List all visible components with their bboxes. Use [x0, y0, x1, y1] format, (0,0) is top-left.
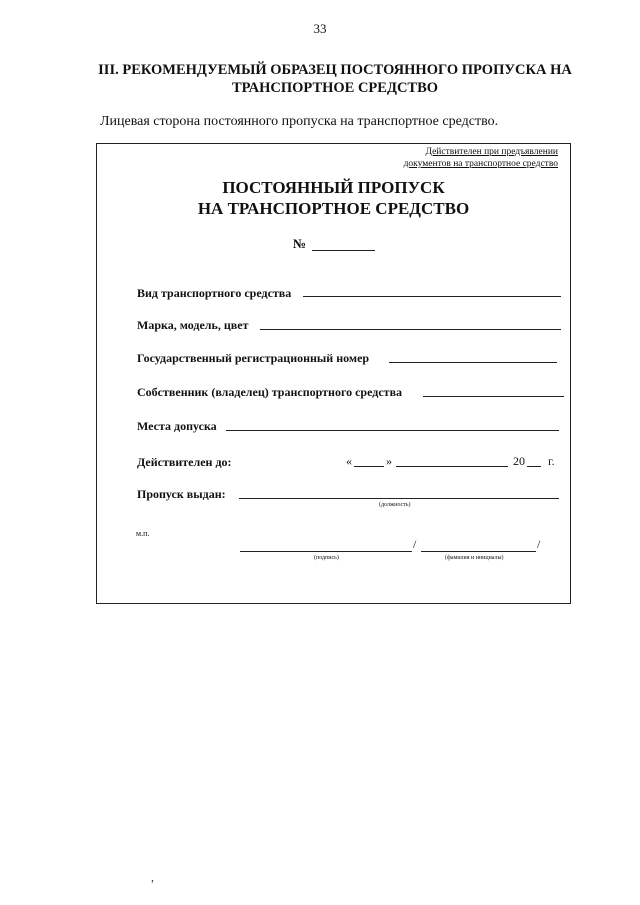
valid-until-label: Действителен до:	[137, 455, 232, 469]
vehicle-type-field[interactable]	[303, 296, 561, 297]
pass-form-card	[96, 143, 571, 604]
pass-number-field[interactable]	[312, 250, 375, 251]
vehicle-type-label: Вид транспортного средства	[137, 286, 292, 300]
intro-text: Лицевая сторона постоянного пропуска на транспортное средство.	[100, 114, 499, 129]
access-places-label: Места допуска	[137, 419, 217, 433]
slash-separator: /	[413, 537, 417, 551]
validity-note: Действителен при предъявлении документов на транспортное средство	[403, 147, 558, 169]
access-places-field[interactable]	[226, 430, 559, 431]
quote-close: »	[386, 454, 392, 468]
owner-label: Собственник (владелец) транспортного средства	[137, 385, 403, 399]
position-caption: (должность)	[379, 502, 411, 508]
stamp-label: м.п.	[136, 529, 150, 538]
slash-separator: /	[537, 537, 541, 551]
issued-by-label: Пропуск выдан:	[137, 487, 226, 501]
name-initials-field[interactable]	[421, 551, 536, 552]
registration-number-field[interactable]	[389, 362, 557, 363]
issued-by-position-field[interactable]	[239, 498, 559, 499]
registration-number-label: Государственный регистрационный номер	[137, 351, 370, 365]
signature-field[interactable]	[240, 551, 412, 552]
make-model-color-label: Марка, модель, цвет	[137, 318, 249, 332]
section-title: III. РЕКОМЕНДУЕМЫЙ ОБРАЗЕЦ ПОСТОЯННОГО ПРОПУСКА НА ТРАНСПОРТНОЕ СРЕДСТВО	[98, 62, 572, 96]
pass-title: ПОСТОЯННЫЙ ПРОПУСК НА ТРАНСПОРТНОЕ СРЕДСТВО	[197, 178, 470, 218]
owner-field[interactable]	[423, 396, 564, 397]
page-number: 33	[313, 21, 327, 36]
day-field[interactable]	[354, 466, 384, 467]
signature-caption: (подпись)	[314, 555, 339, 561]
year-field[interactable]	[527, 466, 541, 467]
year-suffix: г.	[548, 454, 555, 468]
year-prefix: 20	[513, 454, 525, 468]
pass-number-label: №	[293, 236, 307, 251]
month-field[interactable]	[396, 466, 508, 467]
name-caption: (фамилия и инициалы)	[445, 555, 504, 561]
quote-open: «	[346, 454, 352, 468]
make-model-color-field[interactable]	[260, 329, 561, 330]
stray-mark: ,	[151, 870, 154, 884]
